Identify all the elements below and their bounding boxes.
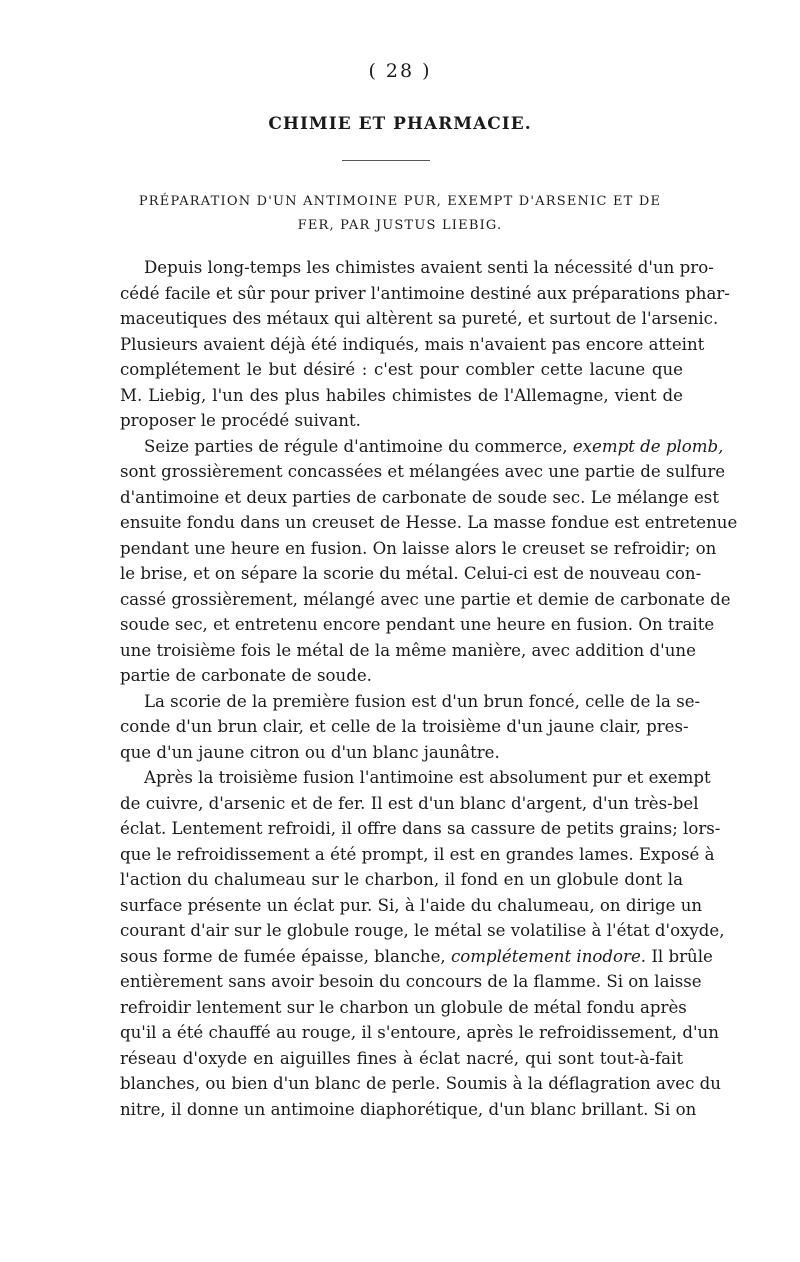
text-line: [120, 434, 724, 460]
article-title-line: PRÉPARATION D'UN ANTIMOINE PUR, EXEMPT D'ARSENIC ET DE: [138, 194, 662, 209]
text-line: cassé grossièrement, mélangé avec une partie et demie de carbonate de: [120, 589, 731, 609]
text-line: partie de carbonate de soude.: [120, 666, 372, 685]
text-line: surface présente un éclat pur. Si, à l'aide du chalumeau, on dirige un: [120, 895, 703, 915]
section-title: CHIMIE ET PHARMACIE.: [268, 114, 532, 134]
text-line: nitre, il donne un antimoine diaphorétique, d'un blanc brillant. Si on: [120, 1099, 697, 1119]
paragraph: [120, 255, 730, 434]
text-line: courant d'air sur le globule rouge, le métal se volatilise à l'état d'oxyde,: [120, 921, 725, 940]
text-line: cédé facile et sûr pour priver l'antimoine destiné aux préparations phar-: [120, 283, 730, 303]
text-line: l'action du chalumeau sur le charbon, il fond en un globule dont la: [120, 870, 683, 889]
text-line: d'antimoine et deux parties de carbonate de soude sec. Le mélange est: [120, 487, 719, 507]
text-line: réseau d'oxyde en aiguilles fines à éclat nacré, qui sont tout-à-fait: [120, 1048, 683, 1068]
title-divider: [342, 160, 430, 161]
text-line: complétement le but désiré : c'est pour combler cette lacune que: [120, 360, 683, 379]
text-line: qu'il a été chauffé au rouge, il s'entoure, après le refroidissement, d'un: [120, 1023, 719, 1042]
text-line: éclat. Lentement refroidi, il offre dans sa cassure de petits grains; lors-: [120, 819, 721, 838]
text-line: [120, 944, 713, 970]
text-line: de cuivre, d'arsenic et de fer. Il est d'un blanc d'argent, d'un très-bel: [120, 793, 699, 813]
text-line: Plusieurs avaient déjà été indiqués, mais n'avaient pas encore atteint: [120, 334, 705, 354]
text-line: blanches, ou bien d'un blanc de perle. Soumis à la déflagration avec du: [120, 1074, 721, 1093]
paragraph: [120, 765, 725, 1122]
text-fragment: Il brûle: [646, 946, 713, 966]
article-body: [120, 255, 738, 1122]
text-line: que d'un jaune citron ou d'un blanc jaunâtre.: [120, 742, 500, 762]
article-title-line: FER, PAR JUSTUS LIEBIG.: [297, 218, 503, 233]
italic-text: exempt de plomb,: [572, 436, 724, 456]
article-title: [120, 190, 680, 238]
text-line: proposer le procédé suivant.: [120, 411, 361, 430]
text-line: conde d'un brun clair, et celle de la troisième d'un jaune clair, pres-: [120, 717, 689, 736]
text-line: une troisième fois le métal de la même manière, avec addition d'une: [120, 640, 696, 660]
text-line: refroidir lentement sur le charbon un globule de métal fondu après: [120, 997, 687, 1017]
paragraph: [120, 434, 738, 689]
text-line: que le refroidissement a été prompt, il est en grandes lames. Exposé à: [120, 844, 715, 864]
text-line: pendant une heure en fusion. On laisse alors le creuset se refroidir; on: [120, 538, 717, 558]
text-line: le brise, et on sépare la scorie du métal. Celui-ci est de nouveau con-: [120, 564, 702, 583]
text-line: sont grossièrement concassées et mélangées avec une partie de sulfure: [120, 462, 726, 481]
text-line: soude sec, et entretenu encore pendant une heure en fusion. On traite: [120, 615, 715, 634]
text-line: Après la troisième fusion l'antimoine est absolument pur et exempt: [144, 768, 711, 787]
paragraph: [120, 689, 701, 766]
text-fragment: sous forme de fumée épaisse, blanche,: [120, 946, 451, 966]
text-line: maceutiques des métaux qui altèrent sa pureté, et surtout de l'arsenic.: [120, 309, 719, 328]
text-line: Depuis long-temps les chimistes avaient senti la nécessité d'un pro-: [144, 258, 714, 277]
italic-text: complétement inodore.: [450, 946, 647, 966]
text-fragment: Seize parties de régule d'antimoine du commerce,: [144, 436, 573, 456]
text-line: ensuite fondu dans un creuset de Hesse. La masse fondue est entretenue: [120, 513, 738, 532]
text-line: M. Liebig, l'un des plus habiles chimistes de l'Allemagne, vient de: [120, 385, 683, 405]
text-line: entièrement sans avoir besoin du concours de la flamme. Si on laisse: [120, 972, 702, 991]
text-line: La scorie de la première fusion est d'un brun foncé, celle de la se-: [144, 691, 701, 711]
page-number: ( 28 ): [368, 60, 432, 82]
